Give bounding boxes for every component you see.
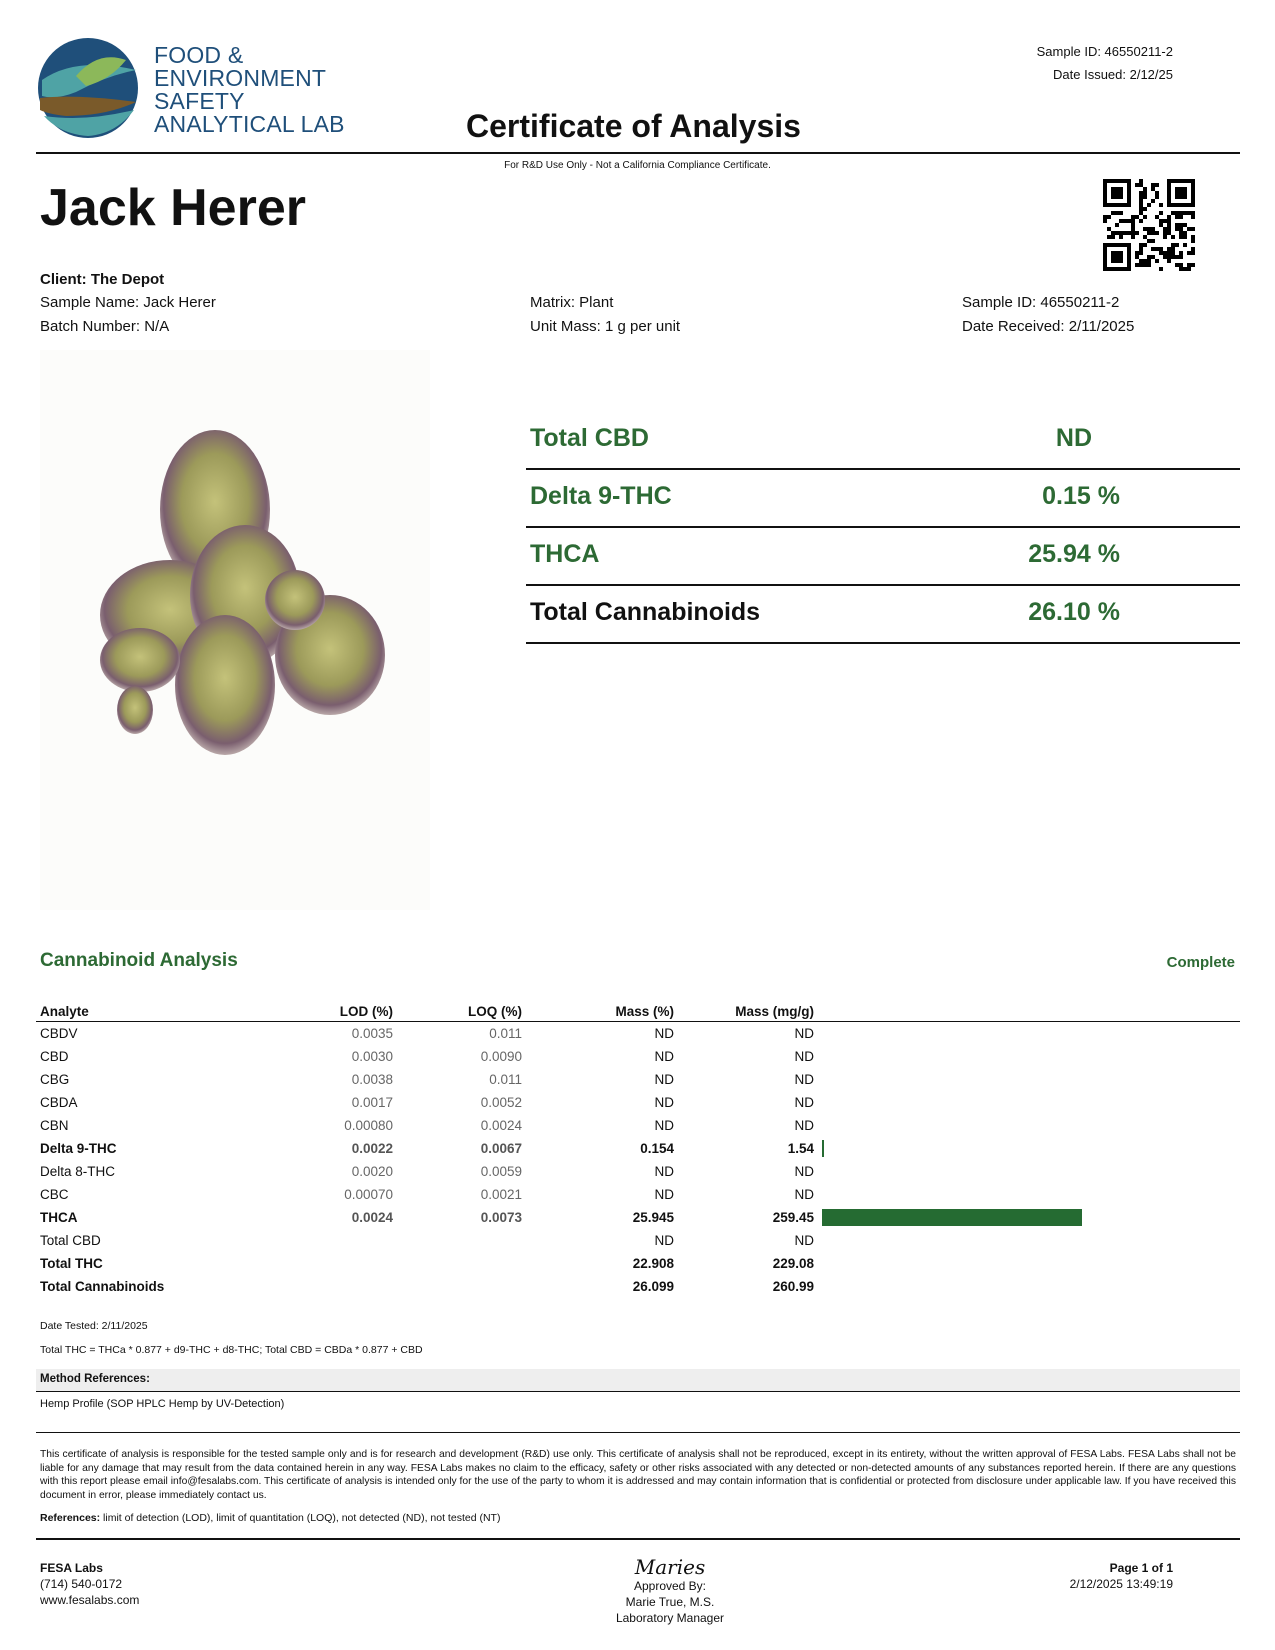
calculation-formula: Total THC = THCa * 0.877 + d9-THC + d8-THC; Total CBD = CBDa * 0.877 + CBD [40,1344,423,1356]
cell-loq: 0.0024 [480,1118,522,1133]
batch-number: Batch Number: N/A [40,318,170,335]
cell-bar [814,1275,1240,1298]
header-sample-id: Sample ID: 46550211-2 [1036,44,1173,59]
table-row [36,1091,1240,1114]
mass-bar [822,1140,824,1157]
legal-divider [36,1432,1240,1433]
cell-bar [814,1229,1240,1252]
cell-lod: 0.0038 [351,1072,393,1087]
lab-logo [36,36,346,146]
footer-page-info [1070,1560,1173,1592]
column-header: LOQ (%) [393,1000,522,1022]
column-header: LOD (%) [286,1000,393,1022]
cell-bar [814,1160,1240,1183]
qr-code-icon[interactable] [1102,178,1196,272]
cell-mass-pct: 0.154 [640,1141,674,1156]
sample-photo [40,350,430,910]
table-row [36,1022,1240,1046]
cell-mass-mg: 229.08 [772,1256,814,1271]
table-row [36,1045,1240,1068]
cell-lod: 0.0030 [351,1049,393,1064]
column-header: Mass (mg/g) [674,1000,814,1022]
cell-loq: 0.0021 [480,1187,522,1202]
cell-lod [286,1275,393,1298]
signature: Maries [634,1555,706,1579]
cell-lod: 0.0024 [351,1210,393,1225]
header-divider [36,152,1240,154]
matrix: Matrix: Plant [530,294,614,311]
table-header-row [36,1000,1240,1022]
sample-info-col-3 [962,291,1134,339]
method-references-header: Method References: [36,1369,1240,1392]
cell-mass-mg: ND [794,1233,814,1248]
header-meta [1037,40,1173,86]
cell-bar [814,1137,1240,1160]
cell-mass-mg: ND [794,1026,814,1041]
cell-loq: 0.011 [489,1072,522,1087]
company-website[interactable]: www.fesalabs.com [40,1593,140,1607]
cell-bar [814,1045,1240,1068]
cell-analyte: THCA [40,1210,78,1225]
references-label: References: [40,1512,101,1524]
table-row [36,1068,1240,1091]
cell-mass-mg: ND [794,1049,814,1064]
footer-company [40,1560,139,1608]
date-tested: Date Tested: 2/11/2025 [40,1320,148,1332]
approver-title: Laboratory Manager [615,1611,725,1625]
cell-loq: 0.0067 [480,1141,522,1156]
date-received: Date Received: 2/11/2025 [962,318,1135,335]
cell-mass-pct: ND [654,1164,674,1179]
approved-by-label: Approved By: [633,1579,707,1593]
cell-analyte: Total THC [40,1256,103,1271]
cell-mass-mg: ND [794,1095,814,1110]
cell-loq: 0.011 [489,1026,522,1041]
cell-analyte: Delta 9-THC [40,1141,117,1156]
status-badge: Complete [1166,954,1235,971]
table-row [36,1160,1240,1183]
table-row [36,1229,1240,1252]
cell-lod: 0.0017 [351,1095,393,1110]
sample-title: Jack Herer [40,179,306,237]
cell-lod [286,1252,393,1275]
table-row [36,1206,1240,1229]
cell-lod: 0.0022 [351,1141,393,1156]
cell-analyte: CBD [40,1049,69,1064]
cell-analyte: CBDA [40,1095,78,1110]
cell-mass-pct: ND [654,1187,674,1202]
cell-mass-mg: 259.45 [772,1210,814,1225]
cell-analyte: Total CBD [40,1233,101,1248]
cannabis-flower-image [40,350,430,910]
analysis-title: Cannabinoid Analysis [40,950,238,971]
cell-mass-mg: ND [794,1118,814,1133]
cell-lod: 0.0020 [351,1164,393,1179]
cell-analyte: CBDV [40,1026,78,1041]
cell-loq [393,1275,522,1298]
cell-mass-pct: ND [654,1118,674,1133]
cell-bar [814,1183,1240,1206]
page-number: Page 1 of 1 [1109,1561,1173,1575]
cell-loq: 0.0059 [480,1164,522,1179]
company-name: FESA Labs [40,1561,103,1575]
cell-bar [814,1091,1240,1114]
summary-row-thca: THCA 25.94 % [526,526,1240,586]
cell-analyte: CBC [40,1187,69,1202]
cell-loq [393,1229,522,1252]
cell-bar [814,1206,1240,1229]
mass-bar [822,1209,1082,1226]
method-reference-item: Hemp Profile (SOP HPLC Hemp by UV-Detection) [40,1398,285,1410]
cell-lod [286,1229,393,1252]
sample-name: Sample Name: Jack Herer [40,294,216,311]
header-date-issued: Date Issued: 2/12/25 [1053,67,1173,82]
cell-loq: 0.0073 [480,1210,522,1225]
logo-emblem-icon [36,36,146,146]
cell-mass-pct: ND [654,1233,674,1248]
logo-wordmark: FOOD & ENVIRONMENT SAFETY ANALYTICAL LAB [154,42,345,137]
cell-lod: 0.00070 [344,1187,393,1202]
top-disclaimer: For R&D Use Only - Not a California Compliance Certificate. [504,160,771,171]
cell-mass-pct: 26.099 [632,1279,674,1294]
cell-loq: 0.0052 [480,1095,522,1110]
table-row [36,1275,1240,1298]
references-text: limit of detection (LOD), limit of quantitation (LOQ), not detected (ND), not tested (NT) [100,1512,501,1524]
cell-mass-pct: ND [654,1072,674,1087]
client-name: Client: The Depot [40,271,165,288]
cell-mass-pct: 22.908 [632,1256,674,1271]
table-row [36,1137,1240,1160]
column-header-bar [814,1000,1240,1022]
cell-analyte: CBN [40,1118,69,1133]
cell-lod: 0.00080 [344,1118,393,1133]
cell-analyte: Delta 8-THC [40,1164,116,1179]
sample-info-col-1 [40,291,216,339]
cell-mass-pct: 25.945 [632,1210,674,1225]
cell-lod: 0.0035 [351,1026,393,1041]
cell-loq [393,1252,522,1275]
footer-divider [36,1538,1240,1540]
cell-mass-pct: ND [654,1026,674,1041]
cell-mass-mg: ND [794,1164,814,1179]
cell-analyte: Total Cannabinoids [40,1279,165,1294]
cell-bar [814,1252,1240,1275]
summary-row-total-cannabinoids: Total Cannabinoids 26.10 % [526,584,1240,644]
sample-id: Sample ID: 46550211-2 [962,294,1120,311]
cell-mass-pct: ND [654,1095,674,1110]
column-header: Analyte [36,1000,286,1022]
cell-mass-mg: 260.99 [772,1279,814,1294]
cell-loq: 0.0090 [480,1049,522,1064]
summary-row-delta9-thc: Delta 9-THC 0.15 % [526,468,1240,528]
sample-info-col-2 [530,291,680,339]
cannabinoid-table [36,1000,1240,1298]
legal-disclaimer: This certificate of analysis is responsible for the tested sample only and is for research and development (R&D) use only. This certificate of analysis shall not be reproduced, except in its entirety, without the written approval of FESA Labs. FESA Labs shall not be liable for any damage that may result from the data contained herein in any way. FESA Labs makes no claim to the efficacy, safety or other risks associated with any detected or non-detected amounts of any substances reported herein. If there are any questions with this report please email info@fesalabs.com. This certificate of analysis is intended only for the use of the party to whom it is addressed and may contain information that is confidential or protected from disclosure under applicable law. If you have received this document in error, please immediately contact us. [40,1449,1236,1501]
cell-mass-pct: ND [654,1049,674,1064]
cell-bar [814,1022,1240,1046]
table-row [36,1183,1240,1206]
references [40,1512,500,1524]
summary-row-total-cbd: Total CBD ND [526,410,1240,470]
table-row [36,1114,1240,1137]
print-timestamp: 2/12/2025 13:49:19 [1069,1577,1173,1591]
cell-bar [814,1068,1240,1091]
document-title: Certificate of Analysis [466,108,801,144]
company-phone: (714) 540-0172 [40,1577,123,1591]
unit-mass: Unit Mass: 1 g per unit [530,318,681,335]
cell-mass-mg: ND [794,1072,814,1087]
cell-bar [814,1114,1240,1137]
cell-mass-mg: 1.54 [787,1141,814,1156]
approver-name: Marie True, M.S. [625,1595,715,1609]
footer-approval [560,1556,780,1626]
table-row [36,1252,1240,1275]
column-header: Mass (%) [522,1000,674,1022]
cell-mass-mg: ND [794,1187,814,1202]
cell-analyte: CBG [40,1072,70,1087]
